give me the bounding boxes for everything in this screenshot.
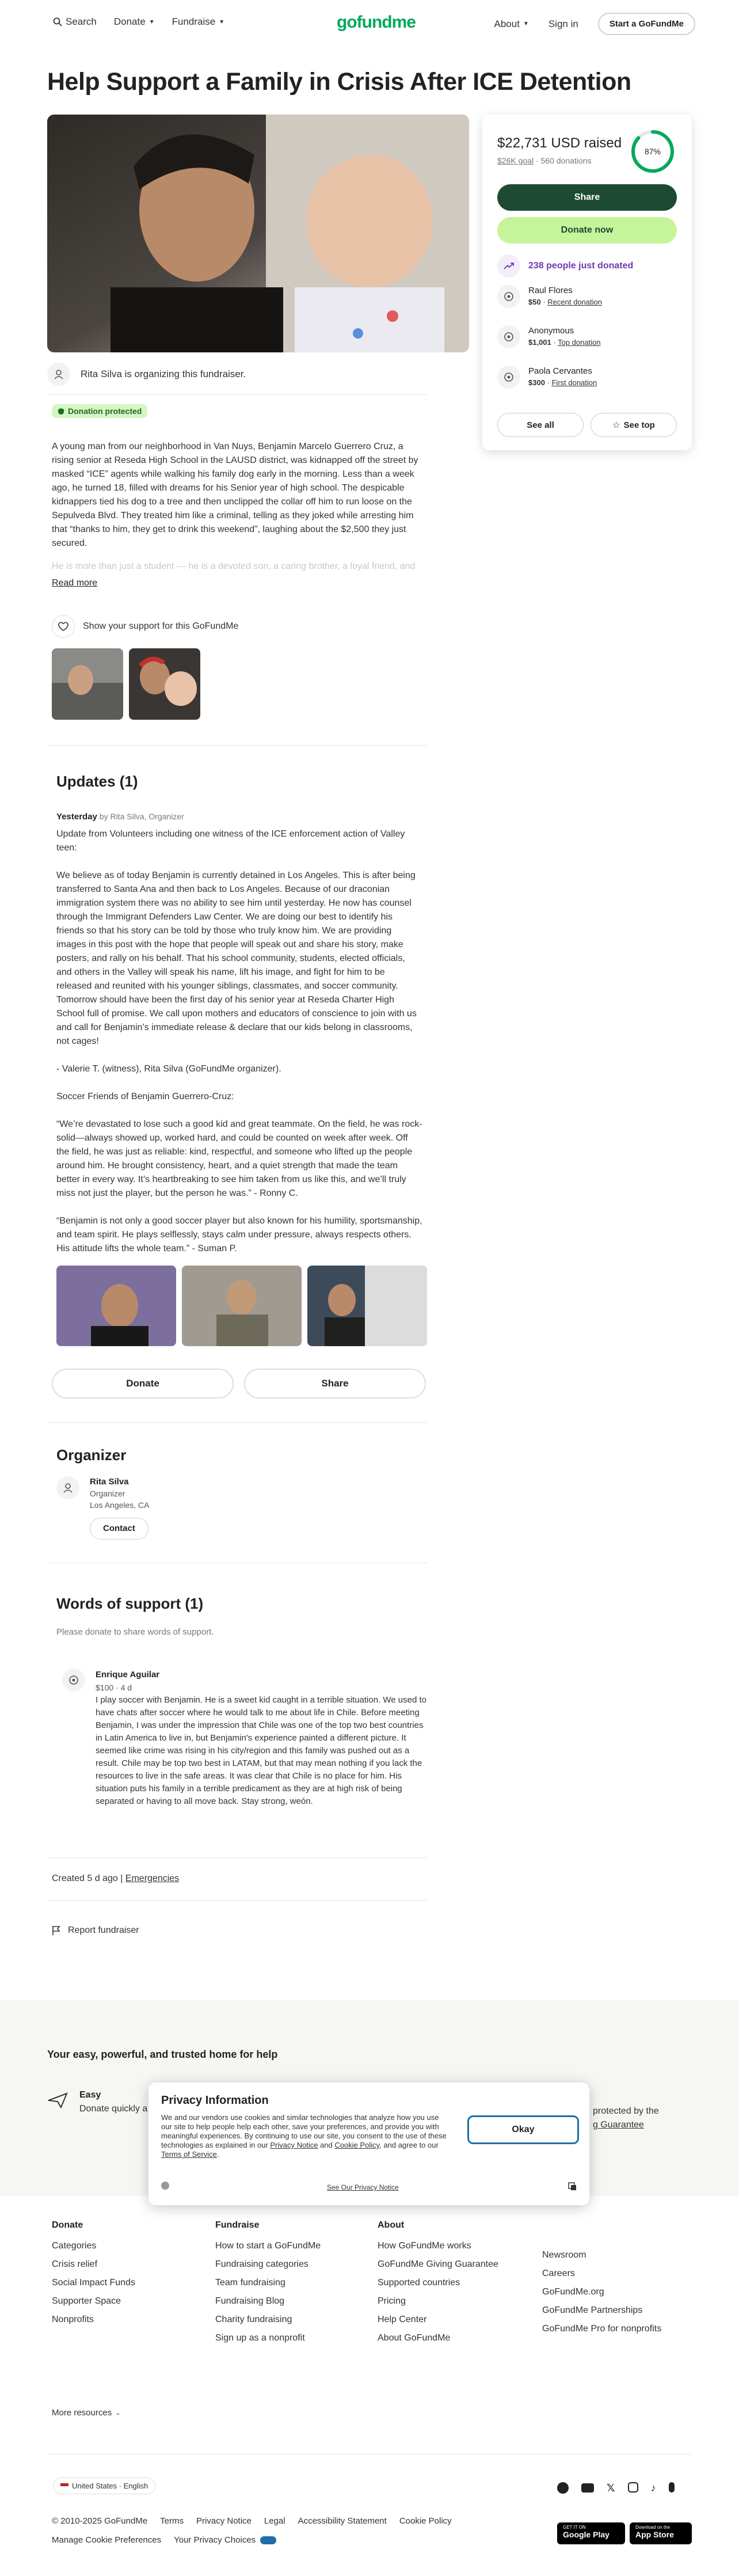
footer-link[interactable]: GoFundMe Giving Guarantee (378, 2259, 498, 2269)
footer-link[interactable]: Team fundraising (215, 2278, 285, 2288)
footer-link[interactable]: How to start a GoFundMe (215, 2241, 321, 2251)
flag-icon (52, 1925, 61, 1936)
donor-name: Anonymous (528, 326, 574, 336)
google-play-big: Google Play (563, 2530, 610, 2539)
updates-heading: Updates (1) (56, 773, 138, 790)
divider (47, 1900, 427, 1901)
divider (47, 394, 427, 395)
more-resources-label: More resources (52, 2408, 112, 2418)
story-fade-text: He is more than just a student — he is a devoted son, a caring brother, a loyal friend, and (52, 561, 416, 571)
update-photo[interactable] (56, 1266, 176, 1346)
goal-line: $26K goal · 560 donations (497, 156, 592, 165)
footer-link[interactable]: GoFundMe.org (542, 2287, 604, 2297)
site-header (0, 0, 739, 45)
shield-icon (58, 408, 64, 415)
footer-link[interactable]: Fundraising Blog (215, 2296, 285, 2306)
show-support-label: Show your support for this GoFundMe (83, 621, 239, 631)
thumbnail-photo[interactable] (52, 648, 123, 720)
read-more-link[interactable]: Read more (52, 578, 98, 588)
app-store-badge[interactable] (630, 2522, 692, 2544)
footer-link[interactable]: Pricing (378, 2296, 406, 2306)
privacy-toggle-icon (260, 2536, 276, 2544)
donor-item: Anonymous $1,001 · Top donation (497, 325, 601, 348)
see-all-button[interactable]: See all (497, 413, 584, 437)
organizer-role: Organizer (90, 1489, 125, 1498)
donor-tag[interactable]: Recent donation (547, 298, 602, 306)
footer-heading: About (378, 2220, 405, 2230)
legal-link[interactable]: Legal (264, 2516, 285, 2526)
footer-link[interactable]: Nonprofits (52, 2315, 94, 2324)
donate-menu-label: Donate (113, 16, 146, 27)
progress-ring (630, 128, 676, 174)
show-support-button[interactable] (52, 615, 238, 638)
footer-link[interactable]: Careers (542, 2269, 575, 2278)
gofundme-logo[interactable]: gofundme (337, 13, 416, 32)
footer-link[interactable]: GoFundMe Pro for nonprofits (542, 2324, 662, 2334)
legal-link[interactable]: Privacy Notice (196, 2516, 252, 2526)
flag-us-icon (60, 2483, 68, 2489)
footer-column-more (542, 2250, 661, 2342)
divider (47, 1422, 427, 1423)
footer-link[interactable]: Supported countries (378, 2278, 460, 2288)
footer-heading: Donate (52, 2220, 83, 2230)
x-icon[interactable]: 𝕏 (607, 2482, 615, 2494)
donor-amount: $50 (528, 298, 541, 306)
update-paragraph: “We’re devastated to lose such a good kid and great teammate. On the field, he was rock-solid—always showed up, worked hard, and could be counted on week after week. Off the field, he was just as reliable: kind, respectful, and someone who lifted up the people around him. He brought consistency, heart, and a quiet strength that made the team better in every way. It’s heartbreaking to see him taken from us like this, and we’ll truly miss not just the player, but the person he was.” - Ronny C. (56, 1119, 422, 1198)
donor-amount: $300 (528, 378, 545, 387)
donor-tag[interactable]: Top donation (558, 338, 601, 347)
footer-link[interactable]: GoFundMe Partnerships (542, 2305, 643, 2315)
social-links (557, 2482, 675, 2494)
update-paragraph: Soccer Friends of Benjamin Guerrero-Cruz: (56, 1092, 234, 1101)
progress-percent: 87% (644, 147, 661, 156)
goal-link[interactable]: $26K goal (497, 156, 534, 165)
privacy-title: Privacy Information (161, 2094, 269, 2107)
easy-title: Easy (79, 2090, 101, 2100)
footer-column-donate (52, 2220, 135, 2333)
donation-protected-badge[interactable] (52, 404, 147, 418)
about-menu[interactable] (494, 18, 529, 30)
footer-link[interactable]: Fundraising categories (215, 2259, 308, 2269)
report-fundraiser-link[interactable] (52, 1925, 139, 1936)
donor-name: Paola Cervantes (528, 366, 592, 376)
privacy-agree: , and agree to our (379, 2141, 439, 2149)
words-prompt: Please donate to share words of support. (56, 1627, 214, 1637)
instagram-icon[interactable] (628, 2482, 638, 2493)
app-store-big: App Store (635, 2530, 674, 2539)
about-menu-label: About (494, 18, 520, 29)
created-text: Created 5 d ago (52, 1874, 118, 1883)
comment-meta: $100 · 4 d (96, 1683, 132, 1692)
google-play-badge[interactable] (557, 2522, 625, 2544)
user-icon (53, 368, 64, 380)
update-paragraph: We believe as of today Benjamin is currently detained in Los Angeles. This is after being transferred to Santa Ana and then back to Los Angeles. Because of our draconian immigration system there was no ability to see him until yesterday. He now has counsel through the Immigrant Defenders Law Center. We are doing our best to identify his friends so that his story can be told by those who truly know him. We are providing images in this post with the hope that people will speak out and share his story, make posters, and rally on his behalf. That his school community, students, elected officials, and others in the Valley will speak his name, lift his image, and fight for him to be released and reunited with his younger siblings, classmates, and soccer community. Tomorrow should have been the first day of his senior year at Reseda Charter High School full of promise. We call upon mothers and educators of conscience to join with us and call for Benjamin’s immediate release & declare that our kids belong in classrooms, not cages! (56, 871, 417, 1046)
start-gofundme-button[interactable]: Start a GoFundMe (598, 13, 695, 35)
protected-text: protected by the (593, 2106, 659, 2116)
see-top-label: See top (623, 420, 655, 430)
okay-button[interactable]: Okay (467, 2115, 579, 2144)
donor-name: Raul Flores (528, 286, 573, 295)
avatar (497, 325, 520, 348)
legal-row (52, 2516, 452, 2526)
avatar (47, 363, 70, 386)
footer-link[interactable]: Sign up as a nonprofit (215, 2333, 305, 2343)
recent-donors-label: 238 people just donated (528, 261, 634, 271)
see-privacy-notice-link[interactable]: See Our Privacy Notice (327, 2183, 399, 2191)
guarantee-link[interactable]: g Guarantee (593, 2120, 644, 2130)
easy-text: Donate quickly a (79, 2104, 148, 2114)
legal-link[interactable]: Accessibility Statement (298, 2516, 387, 2526)
divider (47, 2454, 692, 2455)
update-date: Yesterday (56, 812, 97, 822)
organizer-line (47, 363, 427, 386)
report-label: Report fundraiser (68, 1925, 139, 1935)
footer-link[interactable]: Categories (52, 2241, 97, 2251)
footer-link[interactable]: Supporter Space (52, 2296, 121, 2306)
organizer-card (56, 1476, 150, 1540)
promo-heading: Your easy, powerful, and trusted home for help (47, 2049, 278, 2060)
legal-link[interactable]: Terms (160, 2516, 184, 2526)
footer-link[interactable]: Newsroom (542, 2250, 586, 2260)
donor-item: Raul Flores $50 · Recent donation (497, 285, 602, 308)
avatar (62, 1669, 85, 1692)
privacy-choices-label: Your Privacy Choices (174, 2535, 256, 2545)
info-icon (161, 2182, 169, 2190)
more-resources-toggle[interactable] (52, 2408, 120, 2418)
terms-link[interactable]: Terms of Service (161, 2150, 217, 2159)
fundraise-menu[interactable] (172, 16, 225, 28)
photo-thumbnails (52, 648, 200, 720)
star-icon: ☆ (612, 420, 620, 430)
story-text: A young man from our neighborhood in Van Nuys, Benjamin Marcelo Guerrero Cruz, a rising senior at Reseda High School in the LAUSD district, was kidnapped off the street by masked “ICE” agents while walking his family dog early in the morning. Less than a week ago, he turned 18, filled with dreams for his Senior year of high school. The despicable kidnappers tied his dog to a tree and then unclipped the collar off him to run loose on the Sepulveda Blvd. They treated him like a criminal, telling as they joked while arresting him that “thanks to him, they get to drink this weekend”, laughing about the $2,500 they just secured. (52, 442, 418, 548)
search-icon (53, 17, 62, 26)
donate-menu[interactable] (114, 16, 155, 28)
support-comment (62, 1669, 431, 1808)
organizer-location: Los Angeles, CA (90, 1500, 150, 1510)
heart-icon (58, 621, 69, 632)
app-store-small: Download on the (635, 2525, 671, 2530)
preferences-row (52, 2535, 276, 2545)
podcast-icon[interactable] (669, 2482, 675, 2493)
cookie-policy-link[interactable]: Cookie Policy (334, 2141, 380, 2149)
donor-icon (68, 1674, 79, 1686)
donor-icon (503, 371, 515, 383)
trend-icon-wrap (497, 254, 520, 278)
avatar (56, 1476, 79, 1499)
update-post (56, 810, 422, 1270)
search-button[interactable] (53, 16, 97, 28)
youtube-icon[interactable] (581, 2483, 594, 2493)
heart-icon-wrap (52, 615, 75, 638)
comment-text: I play soccer with Benjamin. He is a sweet kid caught in a terrible situation. We used to have chats after soccer where he would talk to me about life in Chile. Before meeting Benjamin, I was under the impression that Chile was one of the top two best countries in Latin America to live in, but Benjamin's experience painted a different picture. It seemed like crime was rising in his city/region and this family was pushed out as a result. Chile may be top two best in LATAM, but that may mean nothing if you lack the resources to live in the safe areas. It was clear that Chile is no place for him. His situation puts his family in a terrible predicament as they are at high risk of being separated or having to all move back. Stay strong, weón. (96, 1695, 427, 1806)
cookie-settings-icon[interactable] (567, 2182, 577, 2191)
update-paragraph: “Benjamin is not only a good soccer player but also known for his humility, sportsmanship, and team spirit. He plays selflessly, stays calm under pressure, always respects others. His attitude lifts the whole team.” - Suman P. (56, 1216, 422, 1253)
cookie-preferences-link[interactable]: Manage Cookie Preferences (52, 2535, 162, 2545)
update-share-button[interactable]: Share (244, 1369, 426, 1399)
donor-icon (503, 291, 515, 302)
hero-image (47, 115, 469, 352)
divider (47, 1857, 427, 1858)
footer-column-fundraise (215, 2220, 321, 2351)
page-title: Help Support a Family in Crisis After ICE Detention (47, 68, 631, 96)
caret-down-icon: ▼ (219, 18, 225, 25)
created-line: Created 5 d ago | Emergencies (52, 1874, 180, 1883)
copyright: © 2010-2025 GoFundMe (52, 2516, 148, 2526)
privacy-dialog (148, 2083, 589, 2205)
footer-link[interactable]: Help Center (378, 2315, 427, 2324)
update-donate-button[interactable]: Donate (52, 1369, 234, 1399)
sign-in-link[interactable]: Sign in (548, 18, 578, 29)
footer-heading: Fundraise (215, 2220, 260, 2230)
privacy-notice-link[interactable]: Privacy Notice (270, 2141, 318, 2149)
footer-link[interactable]: Social Impact Funds (52, 2278, 135, 2288)
donate-now-button[interactable]: Donate now (497, 217, 677, 244)
fundraise-menu-label: Fundraise (172, 16, 216, 27)
privacy-choices-link[interactable] (174, 2535, 276, 2545)
recent-activity (497, 254, 633, 278)
update-paragraph: - Valerie T. (witness), Rita Silva (GoFundMe organizer). (56, 1064, 281, 1074)
share-button[interactable]: Share (497, 184, 677, 211)
google-play-small: GET IT ON (563, 2525, 586, 2530)
category-link[interactable]: Emergencies (125, 1874, 180, 1883)
avatar (497, 366, 520, 389)
legal-link[interactable]: Cookie Policy (399, 2516, 452, 2526)
words-heading: Words of support (1) (56, 1595, 204, 1612)
caret-down-icon: ▼ (523, 21, 529, 27)
contact-button[interactable]: Contact (90, 1518, 148, 1540)
thumbnail-photo[interactable] (129, 648, 200, 720)
amount-raised: $22,731 USD raised (497, 135, 622, 151)
donor-icon (503, 331, 515, 343)
donor-amount: $1,001 (528, 338, 551, 347)
update-photo[interactable] (182, 1266, 302, 1346)
organizer-heading: Organizer (56, 1446, 127, 1464)
donor-item: Paola Cervantes $300 · First donation (497, 366, 597, 389)
privacy-body-text: We and our vendors use cookies and similar technologies that analyze how you use our site to help people help each other, save your preferences, and provide you with meaningful experiences. By continuing to use our site, you consent to the use of these technologies as explained in our (161, 2113, 447, 2149)
paper-plane-icon (47, 2092, 68, 2108)
search-label: Search (66, 16, 97, 27)
see-top-button[interactable] (591, 413, 677, 437)
footer-link[interactable]: How GoFundMe works (378, 2241, 471, 2251)
footer-link[interactable]: Charity fundraising (215, 2315, 292, 2324)
update-paragraph: Update from Volunteers including one witness of the ICE enforcement action of Valley teen: (56, 829, 405, 853)
facebook-icon[interactable] (557, 2482, 569, 2494)
divider (47, 745, 427, 746)
donation-count: 560 donations (540, 156, 592, 165)
footer-column-about (378, 2220, 498, 2351)
comment-author: Enrique Aguilar (96, 1670, 160, 1680)
privacy-body: We and our vendors use cookies and similar technologies that analyze how you use our site to help people help each other, save your preferences, and provide you with meaningful experiences. By continuing to use our site, you consent to the use of these technologies as explained in our Privacy Notice and Cookie Policy, and agree to our Terms of Service. (161, 2113, 447, 2159)
chevron-down-icon: ⌄ (115, 2410, 121, 2417)
avatar (497, 285, 520, 308)
tiktok-icon[interactable]: ♪ (650, 2482, 656, 2494)
update-photos (56, 1266, 427, 1346)
footer-link[interactable]: About GoFundMe (378, 2333, 451, 2343)
privacy-and: and (318, 2141, 335, 2149)
update-meta (56, 810, 422, 824)
story (52, 440, 426, 576)
locale-label: United States · English (72, 2482, 148, 2490)
trend-up-icon (504, 262, 514, 270)
update-photo[interactable] (307, 1266, 427, 1346)
organizer-name: Rita Silva (90, 1477, 129, 1487)
donor-tag[interactable]: First donation (551, 378, 597, 387)
donation-card (482, 115, 692, 450)
locale-selector[interactable] (53, 2478, 155, 2494)
update-author: by Rita Silva, Organizer (99, 812, 184, 821)
user-icon (62, 1482, 74, 1494)
organizer-text: Rita Silva is organizing this fundraiser. (81, 368, 246, 379)
donation-protected-label: Donation protected (68, 406, 142, 416)
caret-down-icon: ▼ (148, 18, 155, 25)
footer-link[interactable]: Crisis relief (52, 2259, 98, 2269)
